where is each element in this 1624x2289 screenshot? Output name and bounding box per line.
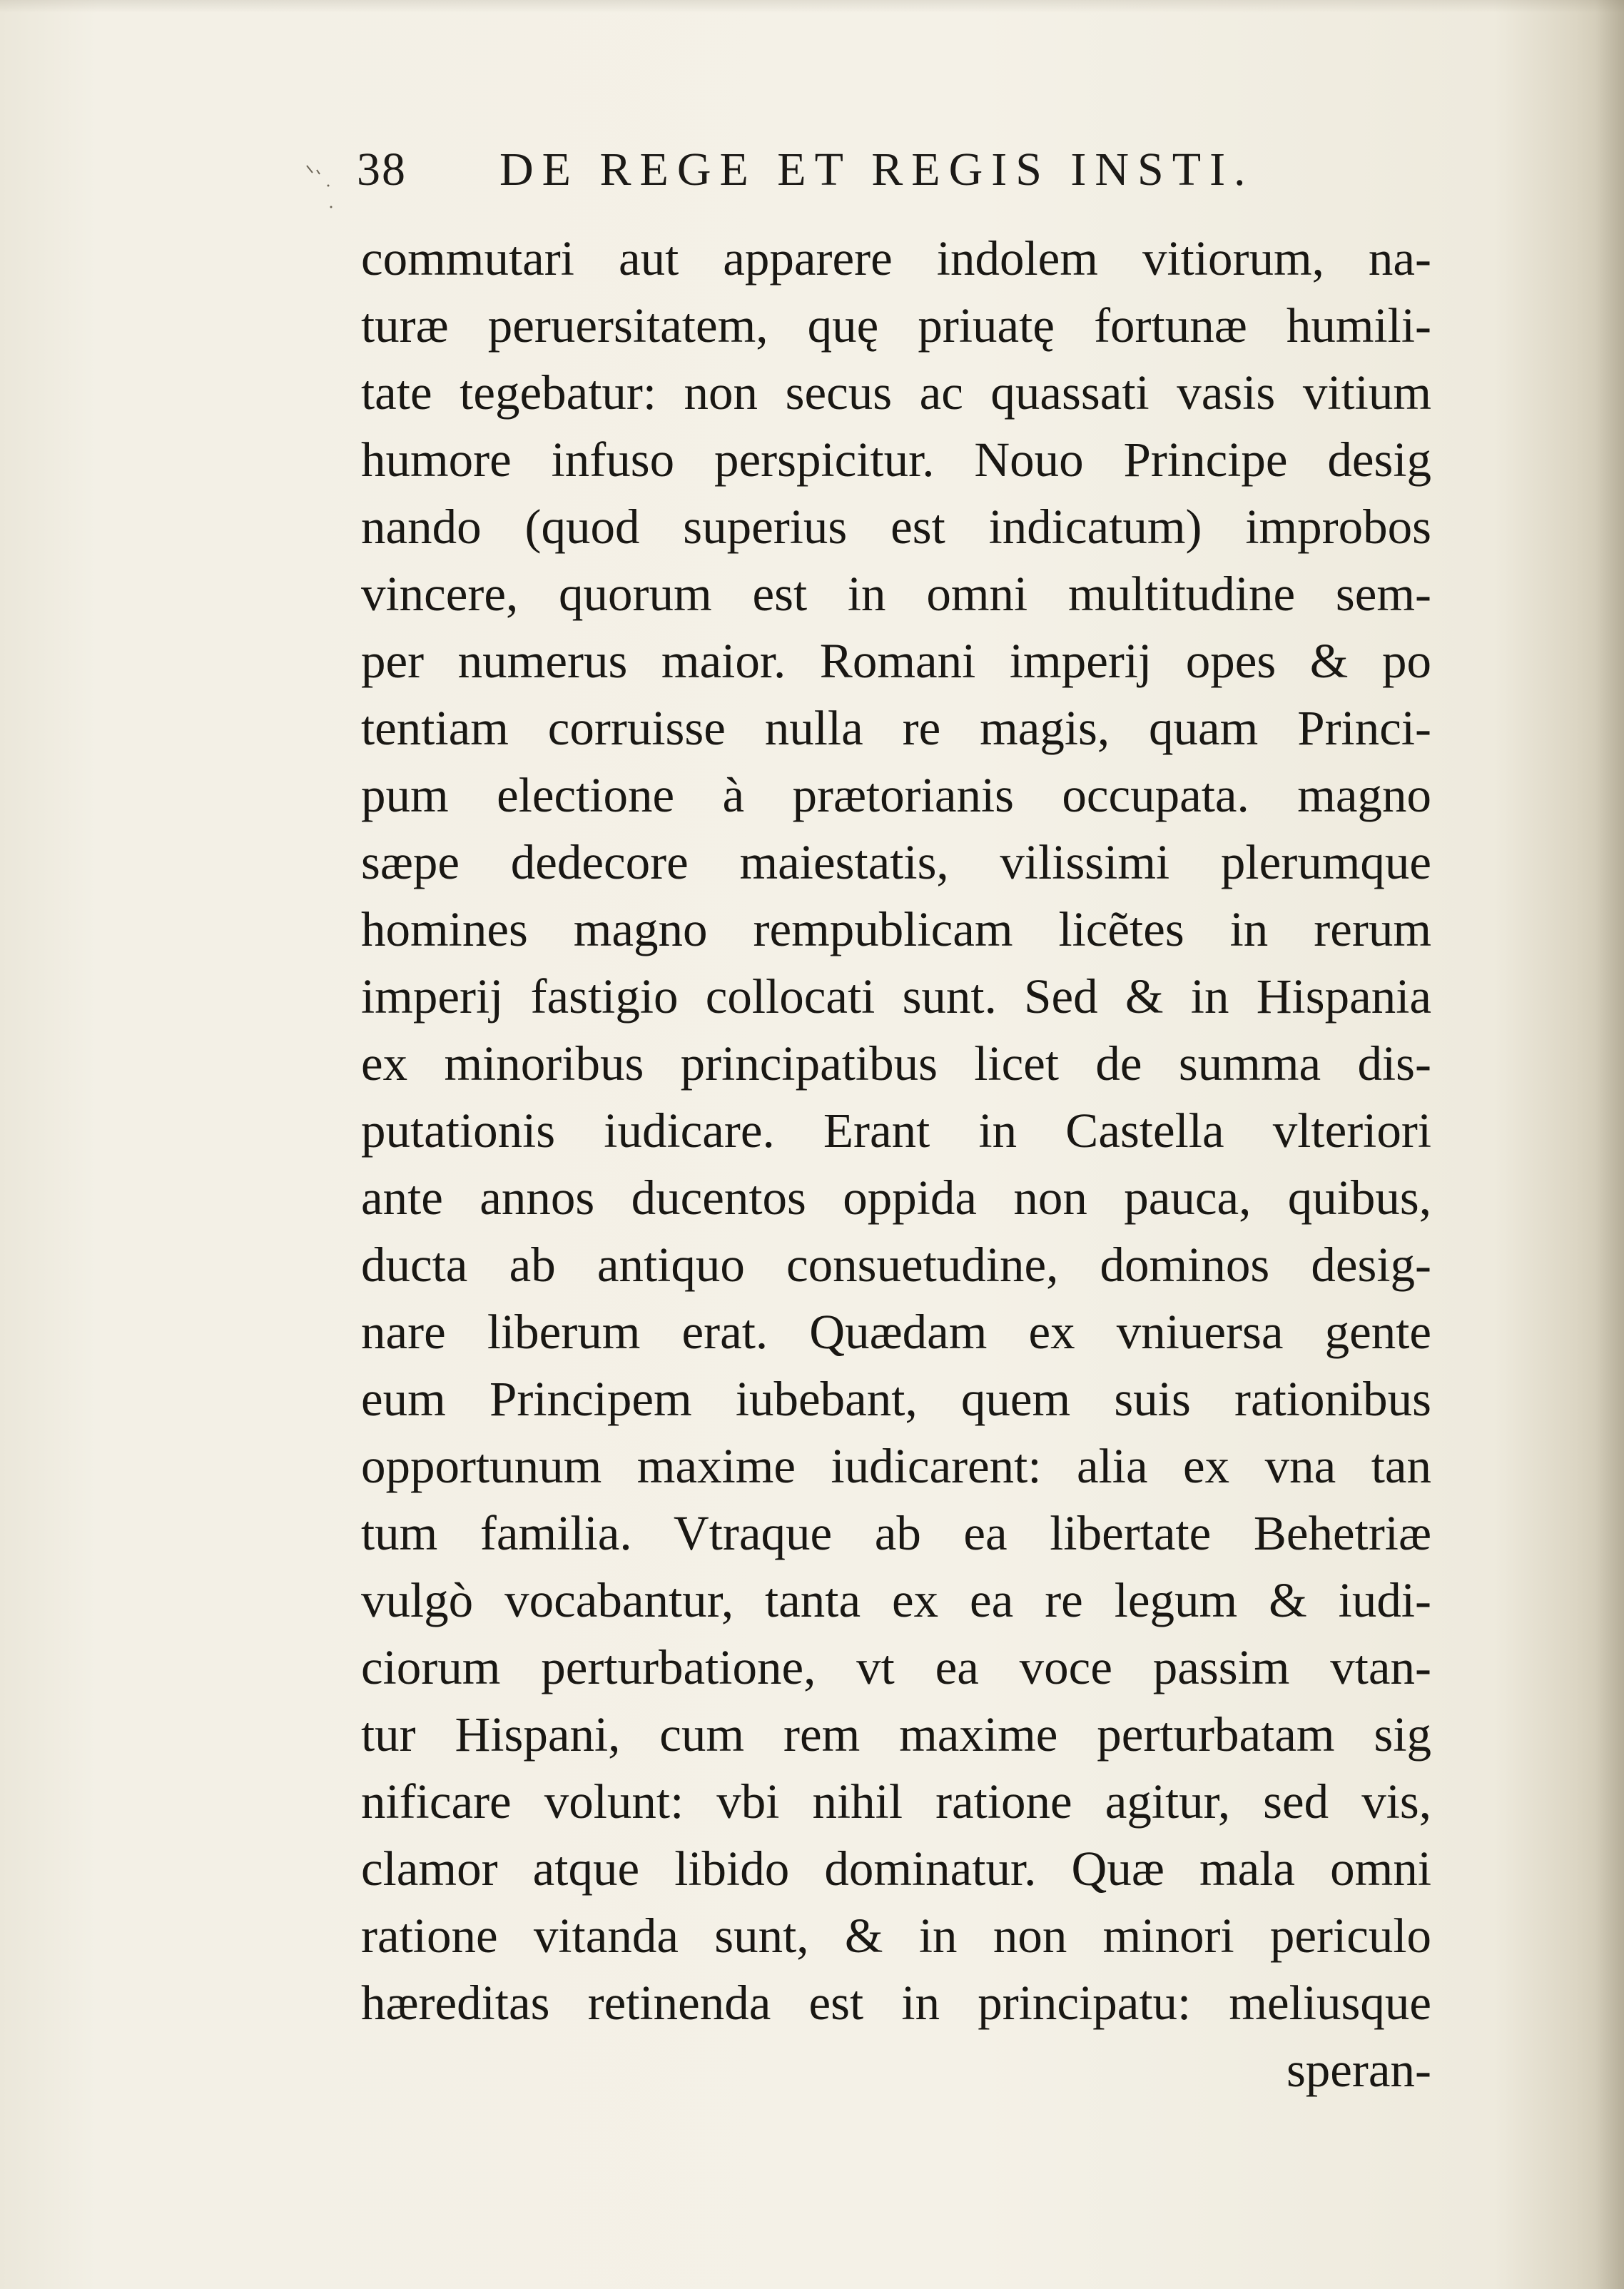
text-line: commutari aut apparere indolem vitiorum, na- bbox=[361, 231, 1431, 286]
running-title: DE REGE ET REGIS INSTI. bbox=[499, 143, 1254, 196]
text-line: nificare volunt: vbi nihil ratione agitur, sed vis, bbox=[361, 1774, 1431, 1829]
text-line: nando (quod superius est indicatum) improbos bbox=[361, 500, 1431, 554]
text-line: clamor atque libido dominatur. Quæ mala omni bbox=[361, 1841, 1431, 1896]
catchword: speran- bbox=[1286, 2043, 1431, 2097]
running-head bbox=[357, 143, 1427, 207]
text-line: ante annos ducentos oppida non pauca, quibus, bbox=[361, 1171, 1431, 1225]
text-line: tum familia. Vtraque ab ea libertate Behetriæ bbox=[361, 1506, 1431, 1560]
text-line: opportunum maxime iudicarent: alia ex vna tan bbox=[361, 1439, 1431, 1493]
spine-shadow bbox=[1595, 0, 1624, 2289]
page-number: 38 bbox=[357, 143, 407, 196]
page-top-edge bbox=[0, 0, 1624, 13]
text-line: tur Hispani, cum rem maxime perturbatam sig bbox=[361, 1707, 1431, 1762]
text-line: nare liberum erat. Quædam ex vniuersa gente bbox=[361, 1305, 1431, 1359]
text-line: turæ peruersitatem, quę priuatę fortunæ humili- bbox=[361, 298, 1431, 353]
margin-mark bbox=[300, 157, 342, 214]
text-line: homines magno rempublicam licẽtes in rerum bbox=[361, 902, 1431, 956]
text-line: per numerus maior. Romani imperij opes & po bbox=[361, 634, 1431, 688]
text-line: ciorum perturbatione, vt ea voce passim vtan- bbox=[361, 1640, 1431, 1694]
text-line: ducta ab antiquo consuetudine, dominos desig- bbox=[361, 1238, 1431, 1292]
text-line: hæreditas retinenda est in principatu: meliusque bbox=[361, 1976, 1431, 2030]
text-line: ex minoribus principatibus licet de summa dis- bbox=[361, 1036, 1431, 1091]
text-line: tentiam corruisse nulla re magis, quam Princi- bbox=[361, 701, 1431, 755]
text-line: vincere, quorum est in omni multitudine sem- bbox=[361, 567, 1431, 621]
text-line: sæpe dedecore maiestatis, vilissimi plerumque bbox=[361, 835, 1431, 889]
text-line: ratione vitanda sunt, & in non minori periculo bbox=[361, 1909, 1431, 1963]
text-line: imperij fastigio collocati sunt. Sed & in Hispania bbox=[361, 969, 1431, 1024]
text-line: eum Principem iubebant, quem suis rationibus bbox=[361, 1372, 1431, 1426]
text-line: putationis iudicare. Erant in Castella vlteriori bbox=[361, 1103, 1431, 1158]
text-line: tate tegebatur: non secus ac quassati vasis vitium bbox=[361, 365, 1431, 420]
text-line: vulgò vocabantur, tanta ex ea re legum & iudi- bbox=[361, 1573, 1431, 1627]
text-line: humore infuso perspicitur. Nouo Principe desig bbox=[361, 433, 1431, 487]
text-line: pum electione à prætorianis occupata. magno bbox=[361, 768, 1431, 822]
body-text bbox=[361, 225, 1431, 2103]
show-through-marks bbox=[749, 1899, 963, 1949]
